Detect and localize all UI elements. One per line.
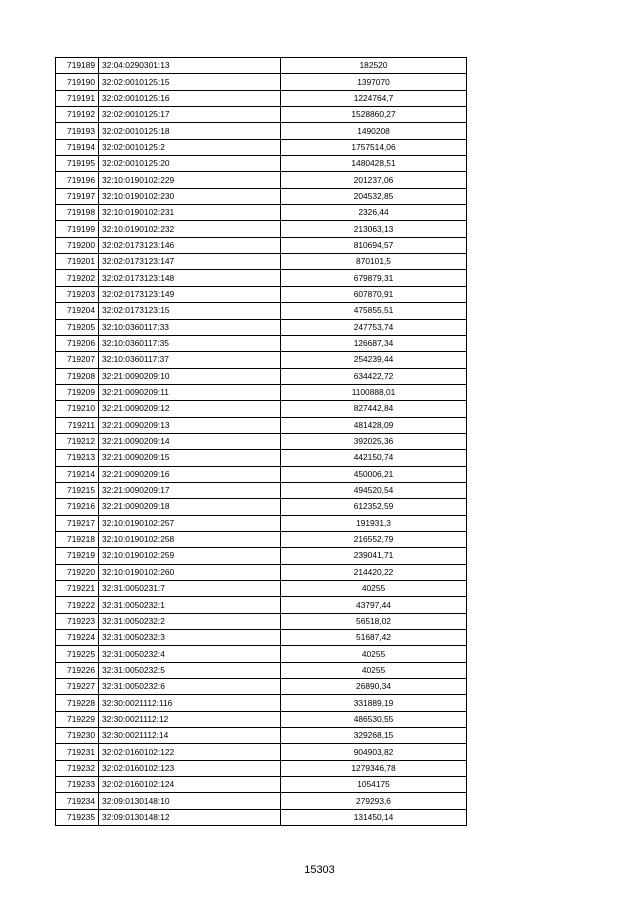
cadastral-number-cell: 32:10:0190102:230 <box>99 188 281 204</box>
record-number-cell: 719221 <box>56 581 99 597</box>
record-number-cell: 719190 <box>56 74 99 90</box>
record-number-cell: 719208 <box>56 368 99 384</box>
record-number-cell: 719230 <box>56 728 99 744</box>
cadastral-number-cell: 32:21:0090209:13 <box>99 417 281 433</box>
cadastral-number-cell: 32:02:0010125:15 <box>99 74 281 90</box>
record-number-cell: 719202 <box>56 270 99 286</box>
table-row <box>56 254 467 270</box>
cadastral-value-cell: 1279346,78 <box>281 760 467 776</box>
record-number-cell: 719234 <box>56 793 99 809</box>
cadastral-number-cell: 32:10:0190102:257 <box>99 515 281 531</box>
table-row <box>56 531 467 547</box>
cadastral-number-cell: 32:31:0050232:2 <box>99 613 281 629</box>
cadastral-number-cell: 32:21:0090209:10 <box>99 368 281 384</box>
table-row <box>56 777 467 793</box>
cadastral-number-cell: 32:21:0090209:16 <box>99 466 281 482</box>
cadastral-number-cell: 32:09:0130148:12 <box>99 809 281 825</box>
cadastral-number-cell: 32:09:0130148:10 <box>99 793 281 809</box>
record-number-cell: 719199 <box>56 221 99 237</box>
record-number-cell: 719194 <box>56 139 99 155</box>
cadastral-number-cell: 32:21:0090209:15 <box>99 450 281 466</box>
cadastral-value-cell: 475855,51 <box>281 303 467 319</box>
record-number-cell: 719216 <box>56 499 99 515</box>
record-number-cell: 719191 <box>56 90 99 106</box>
record-number-cell: 719228 <box>56 695 99 711</box>
cadastral-value-cell: 904903,82 <box>281 744 467 760</box>
table-row <box>56 286 467 302</box>
cadastral-value-cell: 810694,57 <box>281 237 467 253</box>
record-number-cell: 719227 <box>56 679 99 695</box>
table-row <box>56 172 467 188</box>
table-row <box>56 793 467 809</box>
cadastral-value-cell: 442150,74 <box>281 450 467 466</box>
cadastral-number-cell: 32:02:0010125:16 <box>99 90 281 106</box>
cadastral-number-cell: 32:10:0190102:259 <box>99 548 281 564</box>
record-number-cell: 719206 <box>56 335 99 351</box>
cadastral-value-cell: 1528860,27 <box>281 107 467 123</box>
table-row <box>56 744 467 760</box>
table-row <box>56 107 467 123</box>
cadastral-number-cell: 32:04:0290301:13 <box>99 58 281 74</box>
cadastral-number-cell: 32:02:0010125:20 <box>99 156 281 172</box>
record-number-cell: 719229 <box>56 711 99 727</box>
cadastral-number-cell: 32:10:0190102:260 <box>99 564 281 580</box>
cadastral-number-cell: 32:10:0190102:231 <box>99 205 281 221</box>
cadastral-number-cell: 32:10:0190102:232 <box>99 221 281 237</box>
cadastral-value-cell: 239041,71 <box>281 548 467 564</box>
cadastral-number-cell: 32:31:0050232:4 <box>99 646 281 662</box>
cadastral-value-cell: 1224764,7 <box>281 90 467 106</box>
cadastral-value-cell: 2326,44 <box>281 205 467 221</box>
cadastral-value-cell: 486530,55 <box>281 711 467 727</box>
cadastral-value-cell: 679879,31 <box>281 270 467 286</box>
table-row <box>56 433 467 449</box>
table-row <box>56 548 467 564</box>
page-number: 15303 <box>304 864 335 876</box>
cadastral-number-cell: 32:31:0050232:6 <box>99 679 281 695</box>
cadastral-number-cell: 32:21:0090209:12 <box>99 401 281 417</box>
cadastral-value-cell: 1054175 <box>281 777 467 793</box>
table-row <box>56 646 467 662</box>
table-row <box>56 662 467 678</box>
cadastral-value-cell: 40255 <box>281 662 467 678</box>
table-row <box>56 401 467 417</box>
cadastral-value-cell: 26890,34 <box>281 679 467 695</box>
record-number-cell: 719223 <box>56 613 99 629</box>
cadastral-value-cell: 1757514,06 <box>281 139 467 155</box>
table-row <box>56 319 467 335</box>
cadastral-number-cell: 32:02:0173123:148 <box>99 270 281 286</box>
table-row <box>56 270 467 286</box>
cadastral-value-cell: 43797,44 <box>281 597 467 613</box>
cadastral-number-cell: 32:10:0190102:229 <box>99 172 281 188</box>
cadastral-value-cell: 214420,22 <box>281 564 467 580</box>
cadastral-number-cell: 32:02:0160102:123 <box>99 760 281 776</box>
table-row <box>56 581 467 597</box>
cadastral-number-cell: 32:31:0050232:3 <box>99 630 281 646</box>
record-number-cell: 719211 <box>56 417 99 433</box>
record-number-cell: 719233 <box>56 777 99 793</box>
cadastral-number-cell: 32:10:0190102:258 <box>99 531 281 547</box>
cadastral-value-cell: 254239,44 <box>281 352 467 368</box>
cadastral-number-cell: 32:02:0010125:18 <box>99 123 281 139</box>
record-number-cell: 719195 <box>56 156 99 172</box>
cadastral-number-cell: 32:02:0160102:124 <box>99 777 281 793</box>
table-row <box>56 630 467 646</box>
cadastral-number-cell: 32:21:0090209:11 <box>99 384 281 400</box>
record-number-cell: 719204 <box>56 303 99 319</box>
record-number-cell: 719222 <box>56 597 99 613</box>
table-row <box>56 809 467 825</box>
cadastral-value-cell: 191931,3 <box>281 515 467 531</box>
table-row <box>56 303 467 319</box>
record-number-cell: 719226 <box>56 662 99 678</box>
cadastral-number-cell: 32:30:0021112:14 <box>99 728 281 744</box>
table-row <box>56 711 467 727</box>
record-number-cell: 719213 <box>56 450 99 466</box>
cadastral-number-cell: 32:21:0090209:14 <box>99 433 281 449</box>
record-number-cell: 719235 <box>56 809 99 825</box>
cadastral-number-cell: 32:02:0173123:149 <box>99 286 281 302</box>
record-number-cell: 719212 <box>56 433 99 449</box>
table-row <box>56 450 467 466</box>
table-row <box>56 695 467 711</box>
table-row <box>56 728 467 744</box>
table-row <box>56 597 467 613</box>
cadastral-number-cell: 32:10:0360117:37 <box>99 352 281 368</box>
table-row <box>56 352 467 368</box>
record-number-cell: 719192 <box>56 107 99 123</box>
record-number-cell: 719197 <box>56 188 99 204</box>
cadastral-number-cell: 32:02:0010125:2 <box>99 139 281 155</box>
record-number-cell: 719200 <box>56 237 99 253</box>
cadastral-value-cell: 40255 <box>281 646 467 662</box>
cadastral-value-cell: 204532,85 <box>281 188 467 204</box>
cadastral-number-cell: 32:21:0090209:17 <box>99 482 281 498</box>
cadastral-value-cell: 481428,09 <box>281 417 467 433</box>
cadastral-value-cell: 216552,79 <box>281 531 467 547</box>
cadastral-number-cell: 32:02:0173123:147 <box>99 254 281 270</box>
cadastral-value-cell: 1480428,51 <box>281 156 467 172</box>
record-number-cell: 719215 <box>56 482 99 498</box>
cadastral-number-cell: 32:31:0050232:1 <box>99 597 281 613</box>
cadastral-value-cell: 392025,36 <box>281 433 467 449</box>
table-row <box>56 74 467 90</box>
cadastral-value-cell: 51687,42 <box>281 630 467 646</box>
cadastral-value-cell: 213063,13 <box>281 221 467 237</box>
table-row <box>56 466 467 482</box>
table-row <box>56 417 467 433</box>
record-number-cell: 719205 <box>56 319 99 335</box>
cadastral-value-cell: 827442,84 <box>281 401 467 417</box>
record-number-cell: 719231 <box>56 744 99 760</box>
record-number-cell: 719217 <box>56 515 99 531</box>
register-sheet <box>55 57 466 826</box>
table-row <box>56 205 467 221</box>
table-row <box>56 335 467 351</box>
cadastral-number-cell: 32:02:0173123:146 <box>99 237 281 253</box>
record-number-cell: 719207 <box>56 352 99 368</box>
table-row <box>56 188 467 204</box>
cadastral-value-cell: 870101,5 <box>281 254 467 270</box>
cadastral-value-cell: 1100888,01 <box>281 384 467 400</box>
cadastral-number-cell: 32:02:0173123:15 <box>99 303 281 319</box>
cadastral-value-cell: 40255 <box>281 581 467 597</box>
table-row <box>56 90 467 106</box>
record-number-cell: 719210 <box>56 401 99 417</box>
table-row <box>56 613 467 629</box>
cadastral-value-cell: 247753,74 <box>281 319 467 335</box>
cadastral-number-cell: 32:30:0021112:12 <box>99 711 281 727</box>
table-row <box>56 58 467 74</box>
record-number-cell: 719209 <box>56 384 99 400</box>
cadastral-value-cell: 279293,6 <box>281 793 467 809</box>
cadastral-value-cell: 1397070 <box>281 74 467 90</box>
record-number-cell: 719196 <box>56 172 99 188</box>
cadastral-value-cell: 201237,06 <box>281 172 467 188</box>
table-row <box>56 384 467 400</box>
table-row <box>56 237 467 253</box>
cadastral-value-cell: 634422,72 <box>281 368 467 384</box>
cadastral-number-cell: 32:31:0050232:5 <box>99 662 281 678</box>
table-row <box>56 139 467 155</box>
cadastral-number-cell: 32:21:0090209:18 <box>99 499 281 515</box>
table-row <box>56 156 467 172</box>
cadastral-value-cell: 126687,34 <box>281 335 467 351</box>
cadastral-value-cell: 1490208 <box>281 123 467 139</box>
record-number-cell: 719218 <box>56 531 99 547</box>
cadastral-value-cell: 331889,19 <box>281 695 467 711</box>
cadastral-value-cell: 131450,14 <box>281 809 467 825</box>
cadastral-value-table <box>55 57 467 826</box>
table-row <box>56 368 467 384</box>
table-row <box>56 760 467 776</box>
record-number-cell: 719232 <box>56 760 99 776</box>
cadastral-number-cell: 32:30:0021112:116 <box>99 695 281 711</box>
record-number-cell: 719225 <box>56 646 99 662</box>
cadastral-number-cell: 32:10:0360117:35 <box>99 335 281 351</box>
record-number-cell: 719220 <box>56 564 99 580</box>
table-row <box>56 482 467 498</box>
table-row <box>56 221 467 237</box>
table-row <box>56 679 467 695</box>
cadastral-value-cell: 494520,54 <box>281 482 467 498</box>
record-number-cell: 719198 <box>56 205 99 221</box>
record-number-cell: 719219 <box>56 548 99 564</box>
cadastral-number-cell: 32:02:0160102:122 <box>99 744 281 760</box>
table-row <box>56 564 467 580</box>
record-number-cell: 719203 <box>56 286 99 302</box>
record-number-cell: 719189 <box>56 58 99 74</box>
cadastral-value-cell: 329268,15 <box>281 728 467 744</box>
record-number-cell: 719201 <box>56 254 99 270</box>
cadastral-value-cell: 612352,59 <box>281 499 467 515</box>
cadastral-value-cell: 56518,02 <box>281 613 467 629</box>
cadastral-value-cell: 607870,91 <box>281 286 467 302</box>
record-number-cell: 719224 <box>56 630 99 646</box>
table-row <box>56 499 467 515</box>
cadastral-number-cell: 32:10:0360117:33 <box>99 319 281 335</box>
cadastral-number-cell: 32:02:0010125:17 <box>99 107 281 123</box>
table-row <box>56 515 467 531</box>
cadastral-number-cell: 32:31:0050231:7 <box>99 581 281 597</box>
cadastral-value-cell: 182520 <box>281 58 467 74</box>
cadastral-value-cell: 450006,21 <box>281 466 467 482</box>
table-row <box>56 123 467 139</box>
record-number-cell: 719214 <box>56 466 99 482</box>
table-body <box>56 58 467 826</box>
record-number-cell: 719193 <box>56 123 99 139</box>
